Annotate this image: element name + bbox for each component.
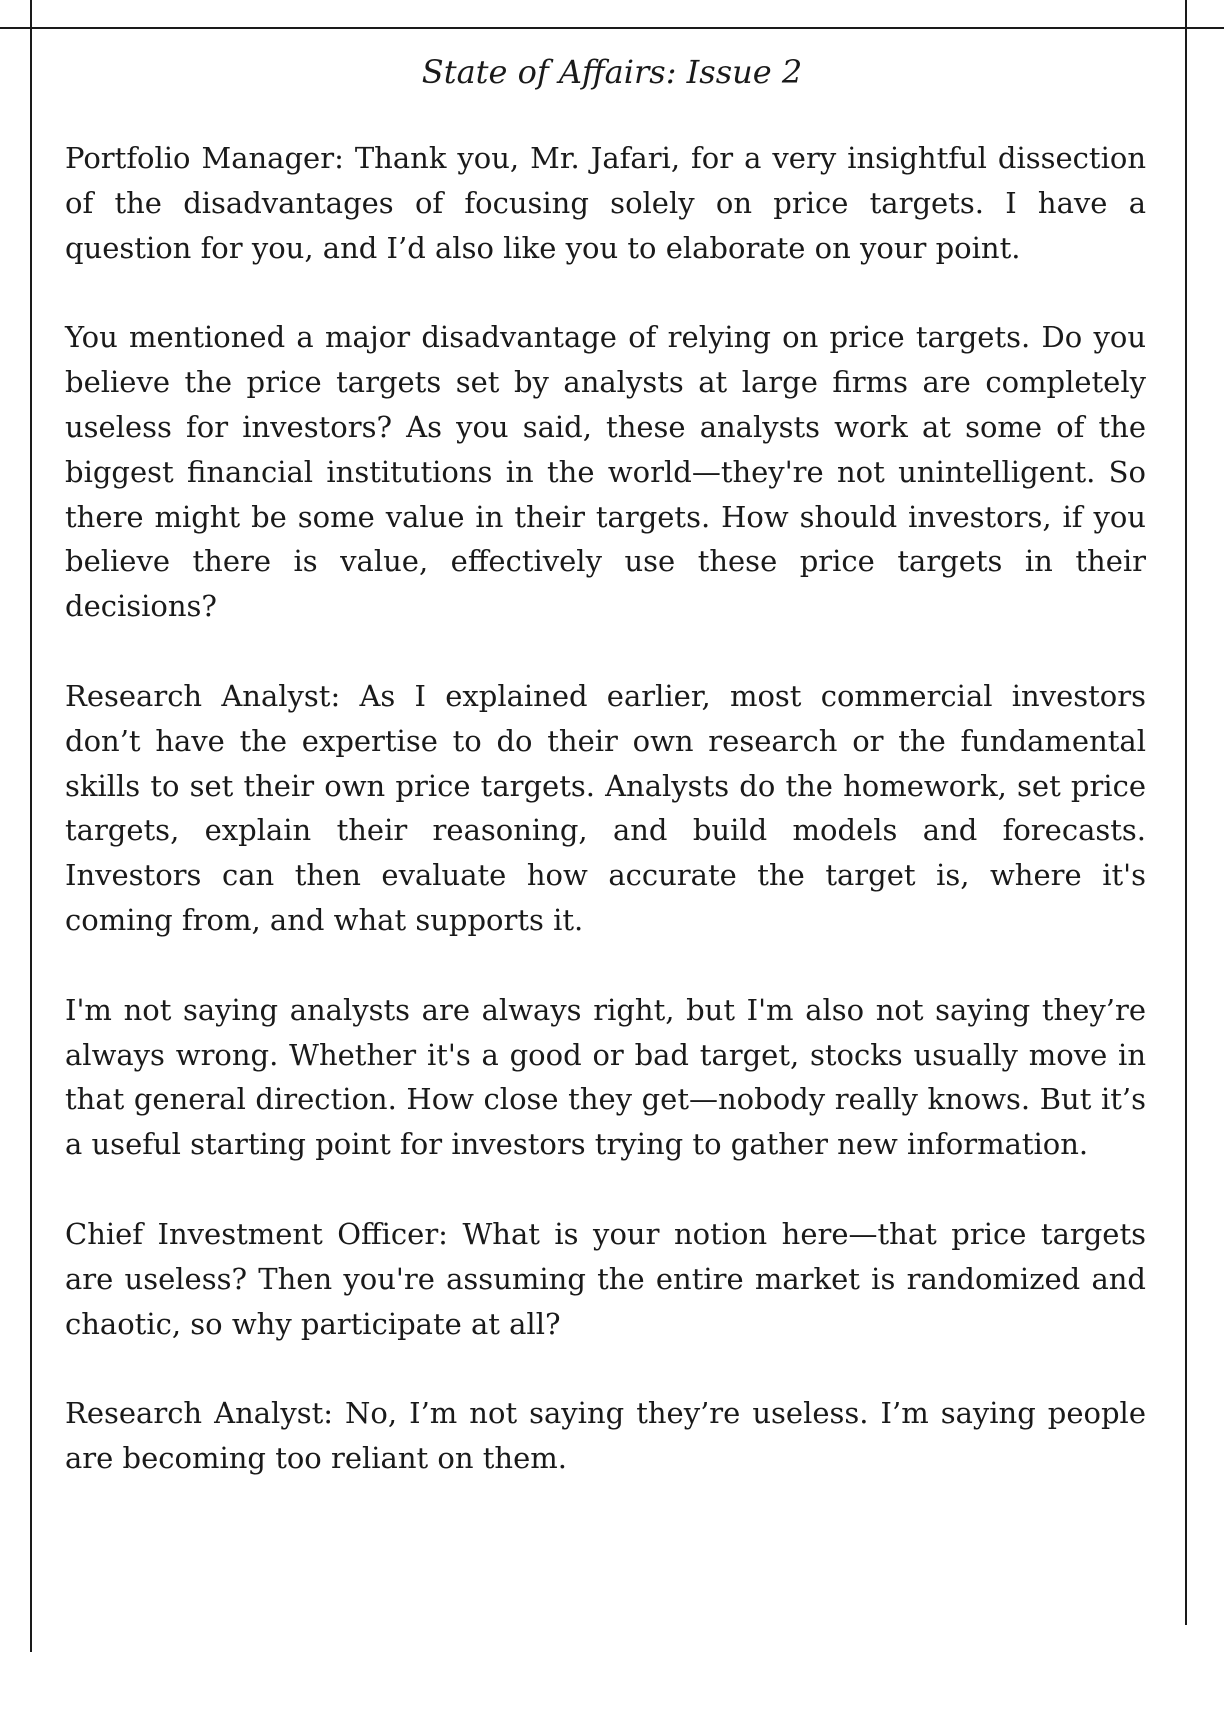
paragraph-chief-investment-officer: Chief Investment Officer: What is your notion here—that price targets are useless? Then you're assuming the entire market is randomized and chaotic, so why participate at all? [65,1216,1146,1341]
right-border-line [1185,0,1187,1625]
paragraph-research-analyst-final: Research Analyst: No, I’m not saying they’re useless. I’m saying people are becoming too reliant on them. [65,1396,1146,1476]
document-body [65,136,1146,1526]
paragraph-question: You mentioned a major disadvantage of relying on price targets. Do you believe the price targets set by analysts at large firms are completely useless for investors? As you said, these analysts work at some of the biggest financial institutions in the world—they're not unintelligent. So there might be some value in their targets. How should investors, if you believe there is value, effectively use these price targets in their decisions? [65,320,1146,624]
paragraph-research-analyst-reply: Research Analyst: As I explained earlier, most commercial investors don’t have the expertise to do their own research or the fundamental skills to set their own price targets. Analysts do the homework, set price targets, explain their reasoning, and build models and forecasts. Investors can then evaluate how accurate the target is, where it's coming from, and what supports it. [65,678,1146,937]
paragraph-portfolio-manager: Portfolio Manager: Thank you, Mr. Jafari, for a very insightful dissection of the disadvantages of focusing solely on price targets. I have a question for you, and I’d also like you to elaborate on your point. [65,141,1146,265]
page-title: State of Affairs: Issue 2 [421,53,803,91]
left-border-line [30,0,32,1652]
top-border-line [0,27,1224,29]
paragraph-analyst-continued: I'm not saying analysts are always right, but I'm also not saying they’re always wrong. Whether it's a good or bad target, stocks usually move in that general direction. How close they get—nobody really knows. But it’s a useful starting point for investors trying to gather new information. [65,992,1146,1162]
